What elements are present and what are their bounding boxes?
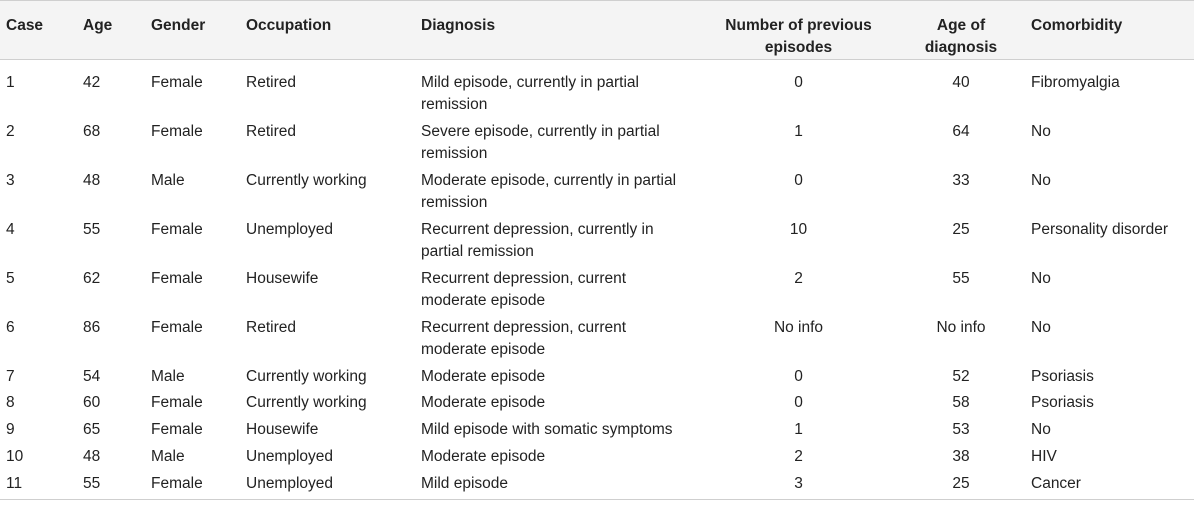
cell-age-diag: No info [936,318,986,336]
cell-diagnosis [421,121,706,170]
cell-diagnosis [421,60,706,121]
diagnosis-line1: Mild episode, currently in partial [421,74,639,91]
cell-age: 48 [83,447,101,465]
cell-previous: No info [773,318,824,336]
cell-diagnosis [421,170,706,219]
table-body [0,60,1194,500]
cell-previous: 0 [794,367,803,385]
cell-diagnosis [421,473,706,500]
cell-age-diag: 55 [952,269,970,287]
table-row [0,446,1194,473]
table-row [0,219,1194,268]
cell-case: 3 [6,171,15,189]
cell-case: 2 [6,122,15,140]
diagnosis-line2: remission [421,193,488,211]
cell-age: 62 [83,269,101,287]
cell-occupation: Retired [246,318,296,336]
cell-case: 6 [6,318,15,336]
cell-diagnosis [421,268,706,317]
diagnosis-line2: partial remission [421,242,534,260]
cell-occupation: Housewife [246,421,319,439]
header-diagnosis: Diagnosis [421,17,496,34]
cell-comorbidity: Psoriasis [1031,367,1094,385]
cell-case: 8 [6,394,15,412]
cell-gender: Female [151,74,203,91]
cell-occupation: Retired [246,122,296,140]
cell-previous: 2 [794,447,803,465]
cell-diagnosis [421,317,706,366]
cell-comorbidity: No [1031,421,1051,439]
header-previous-episodes-line1: Number of previous [725,17,872,34]
header-comorbidity: Comorbidity [1031,17,1123,34]
cell-gender: Female [151,269,203,287]
cell-occupation: Currently working [246,367,367,385]
cell-age-diag: 52 [952,367,970,385]
cell-gender: Female [151,421,203,439]
header-age-of-diagnosis-line2: diagnosis [924,39,998,56]
table-row [0,170,1194,219]
diagnosis-line1: Severe episode, currently in partial [421,122,660,140]
cell-comorbidity: No [1031,269,1051,287]
cell-age: 55 [83,474,101,492]
diagnosis-line2: moderate episode [421,291,546,309]
table-row [0,121,1194,170]
diagnosis-line1: Moderate episode [421,367,546,385]
cell-gender: Female [151,220,203,238]
cell-comorbidity: No [1031,122,1051,140]
diagnosis-line1: Recurrent depression, current [421,269,627,287]
cell-case: 7 [6,367,15,385]
table-row [0,60,1194,121]
cell-gender: Male [151,447,185,465]
cell-comorbidity: Fibromyalgia [1031,74,1120,91]
cell-diagnosis [421,446,706,473]
cell-age: 60 [83,394,101,412]
cell-age: 68 [83,122,101,140]
cell-previous: 0 [794,171,803,189]
header-age-of-diagnosis-line1: Age of [936,17,986,34]
cell-age-diag: 38 [952,447,970,465]
cell-diagnosis [421,366,706,393]
cell-gender: Female [151,318,203,336]
cell-comorbidity: HIV [1031,447,1057,465]
cell-case: 9 [6,421,15,439]
header-row [0,1,1194,60]
cell-age-diag: 25 [952,220,970,238]
cell-case: 5 [6,269,15,287]
diagnosis-line1: Recurrent depression, currently in [421,220,654,238]
cell-previous: 3 [794,474,803,492]
cell-comorbidity: Psoriasis [1031,394,1094,412]
cell-age-diag: 25 [952,474,970,492]
header-case: Case [6,17,44,34]
header-gender: Gender [151,17,206,34]
cell-previous: 0 [794,74,803,91]
diagnosis-line1: Moderate episode [421,447,546,465]
diagnosis-line1: Recurrent depression, current [421,318,627,336]
table-row [0,419,1194,446]
header-age-of-diagnosis [891,1,1031,60]
cell-occupation: Unemployed [246,474,334,492]
cell-occupation: Currently working [246,171,367,189]
table-row [0,392,1194,419]
cell-age-diag: 53 [952,421,970,439]
cell-comorbidity: No [1031,318,1051,336]
table-row [0,473,1194,500]
cell-previous: 1 [794,421,803,439]
cell-previous: 10 [789,220,808,238]
table-row [0,317,1194,366]
table-row [0,268,1194,317]
cell-previous: 0 [794,394,803,412]
cell-age-diag: 40 [952,74,970,91]
cell-diagnosis [421,392,706,419]
cell-occupation: Unemployed [246,447,334,465]
cell-age-diag: 58 [952,394,970,412]
header-occupation: Occupation [246,17,332,34]
diagnosis-line1: Moderate episode, currently in partial [421,171,677,189]
diagnosis-line2: moderate episode [421,340,546,358]
cell-comorbidity: Cancer [1031,474,1081,492]
cell-age: 54 [83,367,101,385]
header-previous-episodes-line2: episodes [764,39,833,56]
cell-diagnosis [421,219,706,268]
diagnosis-line1: Mild episode [421,474,509,492]
cell-case: 10 [6,447,24,465]
diagnosis-line2: remission [421,144,488,162]
cell-gender: Female [151,474,203,492]
cell-case: 1 [6,74,15,91]
diagnosis-line2: remission [421,96,488,113]
cell-gender: Female [151,122,203,140]
cell-case: 11 [6,474,23,492]
cell-previous: 2 [794,269,803,287]
header-age: Age [83,17,113,34]
cell-age: 86 [83,318,101,336]
cell-occupation: Currently working [246,394,367,412]
cell-occupation: Retired [246,74,296,91]
cell-previous: 1 [794,122,803,140]
cell-diagnosis [421,419,706,446]
cell-occupation: Unemployed [246,220,334,238]
cell-gender: Male [151,367,185,385]
cell-gender: Female [151,394,203,412]
table-row [0,366,1194,393]
diagnosis-line1: Mild episode with somatic symptoms [421,421,673,439]
cell-age: 48 [83,171,101,189]
cell-occupation: Housewife [246,269,319,287]
cell-age-diag: 33 [952,171,970,189]
cell-age: 42 [83,74,101,91]
diagnosis-line1: Moderate episode [421,394,546,412]
cell-comorbidity: Personality disorder [1031,220,1168,238]
cell-comorbidity: No [1031,171,1051,189]
cell-age: 65 [83,421,101,439]
cell-case: 4 [6,220,15,238]
cell-age-diag: 64 [952,122,970,140]
cell-gender: Male [151,171,185,189]
cell-age: 55 [83,220,101,238]
header-previous-episodes [706,1,891,60]
